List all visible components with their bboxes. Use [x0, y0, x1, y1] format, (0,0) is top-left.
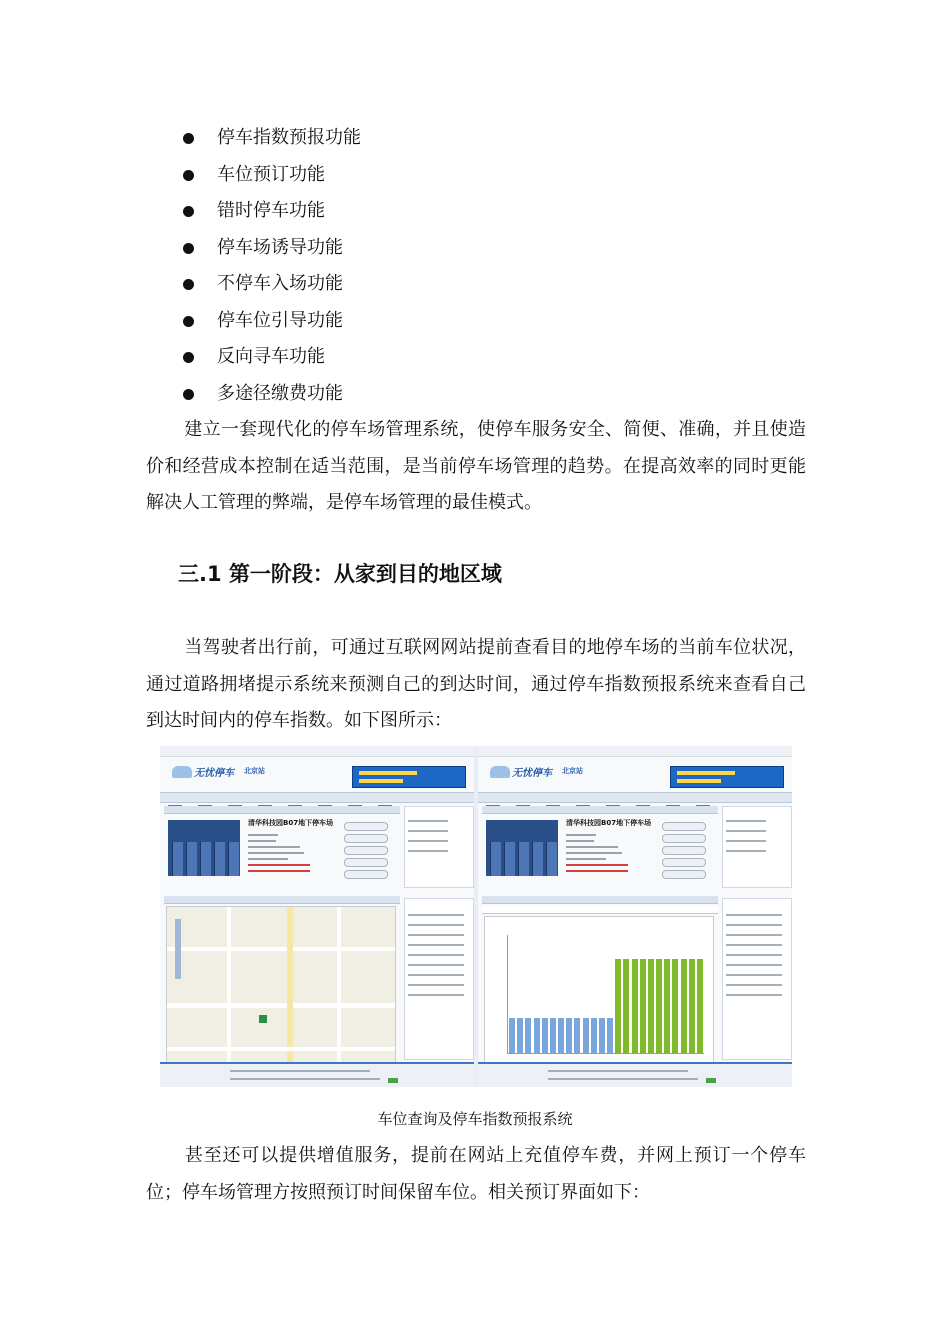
chart-bar: [615, 959, 621, 1053]
city-label: 北京站: [562, 767, 583, 775]
bullet-item: [180, 230, 361, 267]
site-logo: [172, 760, 242, 786]
parking-index-chart: [484, 916, 714, 1078]
chart-bar: [648, 959, 654, 1053]
chart-bar: [697, 959, 703, 1053]
city-label: 北京站: [244, 767, 265, 775]
action-button[interactable]: [344, 834, 388, 843]
chart-bar: [509, 1018, 515, 1053]
bullet-dot-icon: [183, 352, 194, 363]
car-icon: [490, 766, 510, 778]
figure-caption: 车位查询及停车指数预报系统: [377, 1110, 573, 1128]
bullet-dot-icon: [183, 389, 194, 400]
car-icon: [172, 766, 192, 778]
section-heading: 三.1 第一阶段：从家到目的地区域: [178, 562, 502, 586]
bullet-dot-icon: [183, 316, 194, 327]
chart-bar: [525, 1018, 531, 1053]
nearby-list: [404, 806, 474, 888]
bullet-text: 反向寻车功能: [217, 346, 325, 367]
paragraph-stage1: 当驾驶者出行前，可通过互联网网站提前查看目的地停车场的当前车位状况，通过道路拥堵提示系统来预测自己的到达时间，通过停车指数预报系统来查看自己到达时间内的停车指数。如下图所示：: [146, 637, 806, 731]
chart-bar: [542, 1018, 548, 1053]
chart-bar: [656, 959, 662, 1053]
area-map[interactable]: [166, 906, 396, 1078]
nearby-list: [722, 806, 792, 888]
bullet-text: 车位预订功能: [217, 163, 325, 185]
bullet-dot-icon: [183, 133, 194, 144]
chart-bar: [681, 959, 687, 1053]
bullet-item: [180, 339, 361, 376]
action-button[interactable]: [662, 822, 706, 831]
chart-plot-area: [507, 935, 704, 1054]
chart-bar: [517, 1018, 523, 1053]
site-footer: [160, 1062, 474, 1087]
action-button[interactable]: [662, 870, 706, 879]
top-strip: [160, 746, 474, 757]
chart-bar: [632, 959, 638, 1053]
bullet-text: 多途径缴费功能: [217, 382, 343, 404]
bullet-text: 停车位引导功能: [217, 309, 343, 331]
bullet-text: 停车场诱导功能: [217, 236, 343, 258]
bullet-dot-icon: [183, 279, 194, 290]
bullet-item: [180, 157, 361, 194]
logo-text: 无忧停车: [512, 768, 552, 779]
bullet-text: 停车指数预报功能: [217, 127, 361, 148]
chart-controls[interactable]: [482, 906, 718, 914]
logo-text: 无忧停车: [194, 768, 234, 779]
chart-bar: [558, 1018, 564, 1053]
site-footer: [478, 1062, 792, 1087]
chart-bar: [664, 959, 670, 1053]
site-nav: [478, 792, 792, 803]
parking-photo: [486, 820, 558, 876]
action-button[interactable]: [344, 870, 388, 879]
bullet-dot-icon: [183, 206, 194, 217]
top-strip: [478, 746, 792, 757]
ad-banner: [352, 766, 466, 788]
bullet-item: [180, 376, 361, 413]
website-panel-chart: [478, 746, 792, 1087]
chart-bar: [591, 1018, 597, 1053]
chart-bar: [534, 1018, 540, 1053]
site-logo: [490, 760, 560, 786]
ad-banner: [670, 766, 784, 788]
bullet-item: [180, 303, 361, 340]
site-nav: [160, 792, 474, 803]
chart-bar: [640, 959, 646, 1053]
zoom-slider[interactable]: [175, 919, 181, 979]
bullet-text: 不停车入场功能: [217, 273, 343, 294]
chart-bar: [672, 959, 678, 1053]
chart-bar: [623, 959, 629, 1053]
bullet-item: [180, 266, 361, 303]
chart-bar: [550, 1018, 556, 1053]
feature-list: [180, 120, 361, 412]
section-header: [482, 806, 718, 814]
section-header: [164, 806, 400, 814]
paragraph-intro: 建立一套现代化的停车场管理系统，使停车服务安全、简便、准确，并且使造价和经营成本控制在适当范围，是当前停车场管理的趋势。在提高效率的同时更能解决人工管理的弊端，是停车场管理的最佳模式。: [146, 419, 806, 513]
bullet-text: 错时停车功能: [217, 200, 325, 221]
chart-bar: [574, 1018, 580, 1053]
bullet-dot-icon: [183, 243, 194, 254]
nearby-lots-list: [404, 898, 474, 1060]
action-button[interactable]: [344, 822, 388, 831]
tab-bar[interactable]: [482, 896, 718, 904]
chart-bar: [566, 1018, 572, 1053]
website-panel-map: [160, 746, 474, 1087]
action-button[interactable]: [344, 858, 388, 867]
paragraph-value-added: 甚至还可以提供增值服务，提前在网站上充值停车费，并网上预订一个停车位；停车场管理方按照预订时间保留车位。相关预订界面如下：: [146, 1145, 806, 1203]
action-button[interactable]: [662, 846, 706, 855]
nearby-lots-list: [722, 898, 792, 1060]
lot-title: 清华科技园B07地下停车场: [248, 819, 334, 827]
bullet-dot-icon: [183, 170, 194, 181]
chart-bar: [583, 1018, 589, 1053]
parking-photo: [168, 820, 240, 876]
action-button[interactable]: [662, 834, 706, 843]
chart-bar: [607, 1018, 613, 1053]
screenshot-figure: [160, 746, 792, 1087]
chart-bar: [599, 1018, 605, 1053]
tab-bar[interactable]: [164, 896, 400, 904]
action-button[interactable]: [662, 858, 706, 867]
location-marker-icon[interactable]: [259, 1015, 267, 1023]
lot-title: 清华科技园B07地下停车场: [566, 819, 652, 827]
chart-bar: [689, 959, 695, 1053]
bullet-item: [180, 193, 361, 230]
action-button[interactable]: [344, 846, 388, 855]
bullet-item: [180, 120, 361, 157]
